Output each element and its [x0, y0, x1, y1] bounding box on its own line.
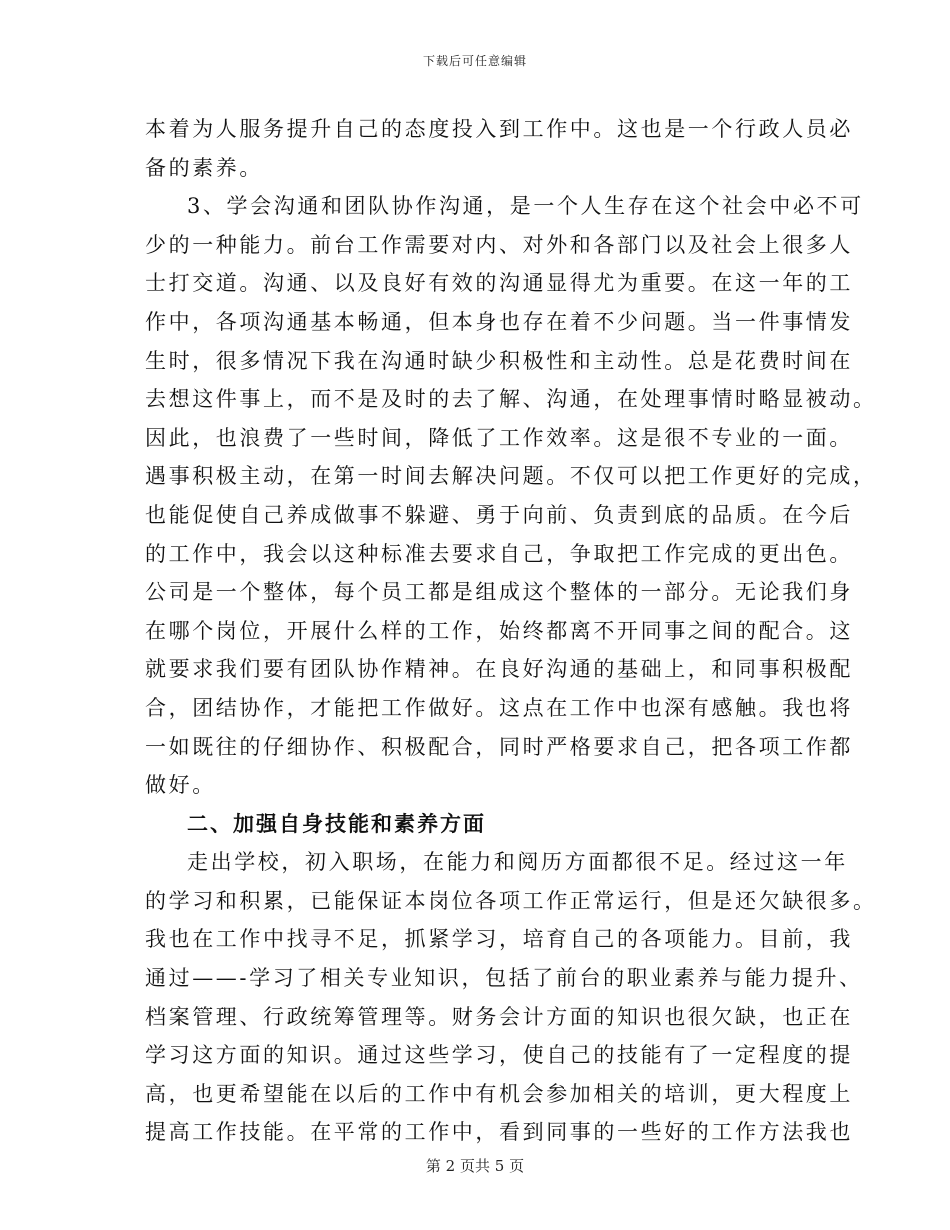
- page-header: 下载后可任意编辑: [422, 54, 527, 68]
- body-line: 一如既往的仔细协作、积极配合，同时严格要求自己，把各项工作都: [145, 734, 853, 759]
- page-footer: 第 2 页共 5 页: [425, 1157, 525, 1175]
- body-line: 我也在工作中找寻不足，抓紧学习，培育自己的各项能力。目前，我: [145, 927, 853, 952]
- body-line: 因此，也浪费了一些时间，降低了工作效率。这是很不专业的一面。: [145, 425, 853, 450]
- document-body: [145, 110, 877, 1152]
- body-line: 在哪个岗位，开展什么样的工作，始终都离不开同事之间的配合。这: [145, 618, 853, 643]
- body-line: 就要求我们要有团队协作精神。在良好沟通的基础上，和同事积极配: [145, 657, 853, 682]
- body-line: 士打交道。沟通、以及良好有效的沟通显得尤为重要。在这一年的工: [145, 271, 853, 296]
- body-line: 做好。: [145, 773, 216, 798]
- body-line: 备的素养。: [145, 155, 263, 180]
- body-line: 3、学会沟通和团队协作沟通，是一个人生存在这个社会中必不可: [187, 194, 864, 219]
- body-line: 少的一种能力。前台工作需要对内、对外和各部门以及社会上很多人: [145, 232, 853, 257]
- body-line: 档案管理、行政统筹管理等。财务会计方面的知识也很欠缺，也正在: [145, 1004, 853, 1029]
- body-line: 生时，很多情况下我在沟通时缺少积极性和主动性。总是花费时间在: [145, 348, 853, 373]
- body-line: 合，团结协作，才能把工作做好。这点在工作中也深有感触。我也将: [145, 695, 853, 720]
- body-line: 通过——-学习了相关专业知识，包括了前台的职业素养与能力提升、: [145, 966, 863, 991]
- body-line: 高，也更希望能在以后的工作中有机会参加相关的培训，更大程度上: [145, 1081, 853, 1106]
- body-line: 也能促使自己养成做事不躲避、勇于向前、负责到底的品质。在今后: [145, 502, 853, 527]
- section-heading: 二、加强自身技能和素养方面: [187, 810, 486, 836]
- body-line: 作中，各项沟通基本畅通，但本身也存在着不少问题。当一件事情发: [145, 309, 853, 334]
- body-line: 本着为人服务提升自己的态度投入到工作中。这也是一个行政人员必: [145, 117, 853, 141]
- body-line: 学习这方面的知识。通过这些学习，使自己的技能有了一定程度的提: [145, 1043, 853, 1068]
- body-line: 公司是一个整体，每个员工都是组成这个整体的一部分。无论我们身: [145, 580, 853, 605]
- body-line: 的学习和积累，已能保证本岗位各项工作正常运行，但是还欠缺很多。: [145, 888, 877, 913]
- body-line: 走出学校，初入职场，在能力和阅历方面都很不足。经过这一年: [187, 850, 848, 875]
- body-line: 提高工作技能。在平常的工作中，看到同事的一些好的工作方法我也: [145, 1120, 853, 1145]
- body-line: 去想这件事上，而不是及时的去了解、沟通，在处理事情时略显被动。: [145, 387, 877, 412]
- body-line: 的工作中，我会以这种标准去要求自己，争取把工作完成的更出色。: [145, 541, 853, 566]
- body-line: 遇事积极主动，在第一时间去解决问题。不仅可以把工作更好的完成，: [145, 464, 877, 489]
